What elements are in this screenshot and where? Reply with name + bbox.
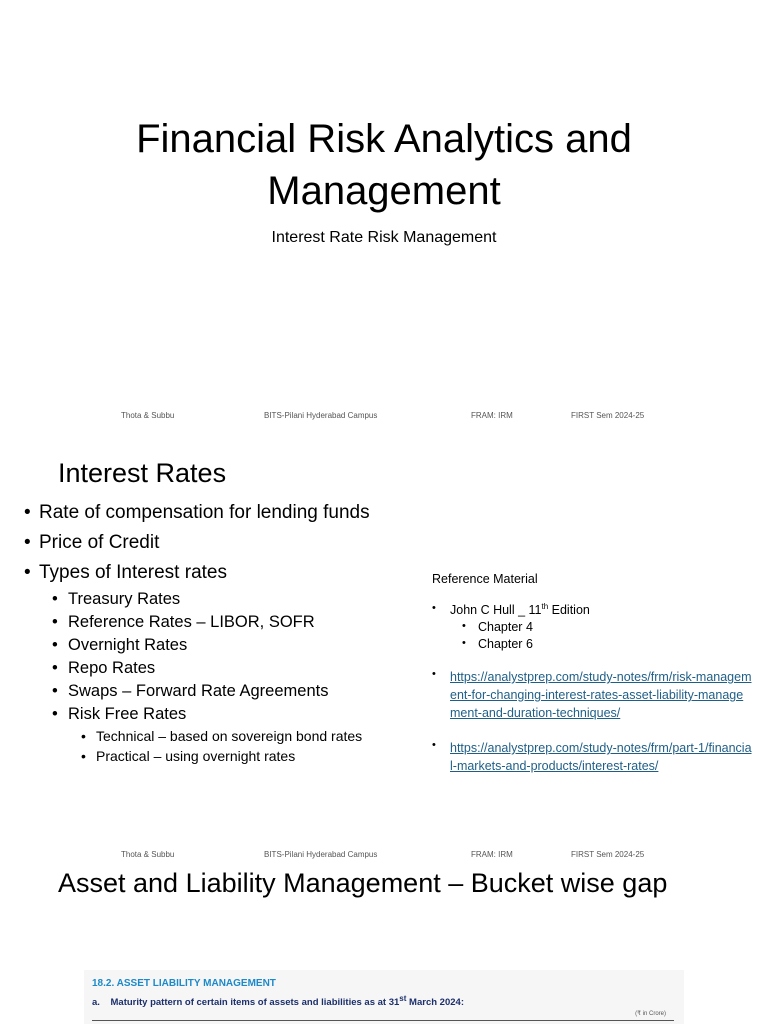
- bullet-item: • Types of Interest rates: [24, 562, 434, 584]
- report-item-letter: a.: [92, 997, 100, 1009]
- reference-chapter: • Chapter 4: [432, 620, 752, 634]
- alm-slide: [0, 864, 768, 1024]
- footer-authors: Thota & Subbu: [121, 850, 175, 859]
- footer-course: FRAM: IRM: [471, 850, 513, 859]
- footer-campus: BITS-Pilani Hyderabad Campus: [264, 850, 378, 859]
- embedded-report-image: [84, 970, 684, 1024]
- report-unit: (₹ in Crore): [635, 1011, 666, 1017]
- reference-link-item: [432, 668, 752, 722]
- report-item-suffix: March 2024:: [406, 997, 464, 1009]
- sub-sub-bullet-item: • Technical – based on sovereign bond rates: [81, 728, 434, 744]
- reference-link-2[interactable]: https://analystprep.com/study-notes/frm/part-1/financial-markets-and-products/interest-rates/: [450, 741, 752, 774]
- title-line-1: Financial Risk Analytics and: [136, 117, 632, 161]
- slide-title: Asset and Liability Management – Bucket wise gap: [58, 868, 668, 898]
- book-edition: Edition: [548, 603, 590, 618]
- bullet-item: • Price of Credit: [24, 532, 434, 554]
- sub-bullet-item: • Repo Rates: [52, 659, 434, 678]
- footer-semester: FIRST Sem 2024-25: [571, 411, 645, 420]
- footer-authors: Thota & Subbu: [121, 411, 175, 420]
- book-edition-sup: th: [541, 602, 549, 611]
- presentation-subtitle: Interest Rate Risk Management: [271, 229, 497, 246]
- slide-title: Interest Rates: [58, 458, 227, 488]
- reference-link-1[interactable]: https://analystprep.com/study-notes/frm/risk-management-for-changing-interest-rates-asset-liability-management-and-duration-techniques/: [450, 670, 752, 721]
- presentation-title: [0, 113, 768, 217]
- book-author: John C Hull _ 11: [450, 603, 542, 618]
- title-line-2: Management: [267, 169, 501, 213]
- title-slide: [0, 0, 768, 432]
- reference-chapter: • Chapter 6: [432, 637, 752, 651]
- sub-bullet-item: • Treasury Rates: [52, 590, 434, 609]
- reference-link-item: [432, 739, 752, 775]
- sub-bullet-item: • Risk Free Rates: [52, 705, 434, 724]
- sub-bullet-item: • Swaps – Forward Rate Agreements: [52, 682, 434, 701]
- report-rule: [92, 1020, 674, 1021]
- report-heading: 18.2. ASSET LIABILITY MANAGEMENT: [92, 978, 276, 989]
- bullet-list: [24, 502, 434, 768]
- reference-book: [432, 602, 752, 617]
- footer-course: FRAM: IRM: [471, 411, 513, 420]
- sub-sub-bullet-item: • Practical – using overnight rates: [81, 748, 434, 764]
- report-item-sup: st: [399, 994, 407, 1003]
- reference-heading: Reference Material: [432, 572, 538, 586]
- bullet-item: • Rate of compensation for lending funds: [24, 502, 434, 524]
- sub-bullet-item: • Overnight Rates: [52, 636, 434, 655]
- footer-semester: FIRST Sem 2024-25: [571, 850, 645, 859]
- interest-rates-slide: [0, 432, 768, 864]
- reference-material: [432, 572, 752, 778]
- footer-campus: BITS-Pilani Hyderabad Campus: [264, 411, 378, 420]
- sub-bullet-item: • Reference Rates – LIBOR, SOFR: [52, 613, 434, 632]
- report-item-text: Maturity pattern of certain items of assets and liabilities as at 31: [110, 997, 400, 1009]
- report-item: [92, 994, 464, 1008]
